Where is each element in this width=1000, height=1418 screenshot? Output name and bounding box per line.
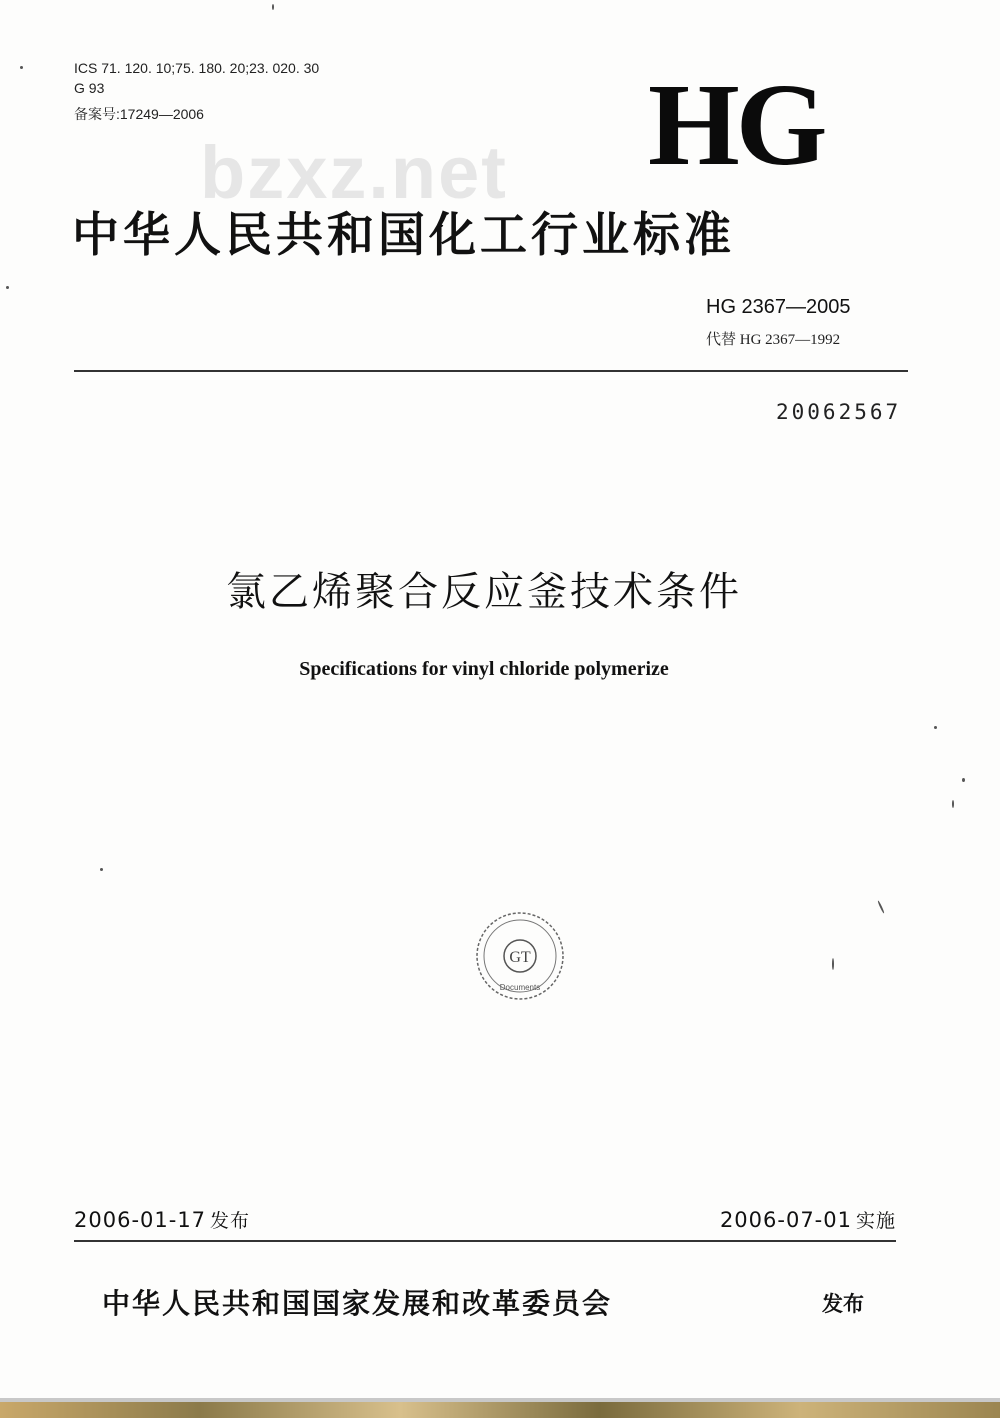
scan-speck (962, 778, 965, 782)
stamp-center-text: GT (509, 949, 531, 966)
bottom-divider (74, 1240, 896, 1242)
issue-date-block (74, 1206, 250, 1233)
watermark: bzxz.net (200, 131, 508, 214)
implement-date: 2006-07-01 (719, 1208, 852, 1232)
scan-bottom-edge (0, 1402, 1000, 1418)
scan-speck (832, 958, 834, 970)
scan-speck (6, 286, 9, 289)
issue-label: 发布 (210, 1210, 251, 1232)
hg-logo: HG (648, 59, 824, 190)
scan-speck (272, 4, 274, 10)
record-number: 备案号:17249—2006 (74, 106, 204, 122)
publisher-name: 中华人民共和国国家发展和改革委员会 (102, 1287, 613, 1320)
publisher-label: 发布 (822, 1292, 864, 1316)
library-stamp-icon (474, 910, 566, 1002)
implement-label: 实施 (855, 1210, 896, 1232)
issue-date: 2006-01-17 (74, 1208, 207, 1232)
ccs-code: G 93 (74, 80, 105, 96)
implement-date-block (720, 1206, 896, 1233)
top-divider (74, 370, 908, 372)
scan-speck (877, 900, 885, 914)
document-title-en: Specifications for vinyl chloride polymerize (299, 658, 669, 680)
scan-speck (934, 726, 937, 729)
stamp-label: Documents (499, 983, 541, 992)
ics-code: ICS 71. 120. 10;75. 180. 20;23. 020. 30 (74, 60, 320, 76)
standard-title: 中华人民共和国化工行业标准 (72, 208, 735, 263)
serial-number: 20062567 (776, 400, 902, 424)
standard-number: HG 2367—2005 (706, 296, 851, 318)
scan-speck (100, 868, 103, 871)
replaces-standard: 代替 HG 2367—1992 (706, 332, 841, 348)
document-title-cn: 氯乙烯聚合反应釜技术条件 (226, 569, 742, 615)
scan-speck (20, 66, 23, 69)
scan-speck (952, 800, 954, 808)
